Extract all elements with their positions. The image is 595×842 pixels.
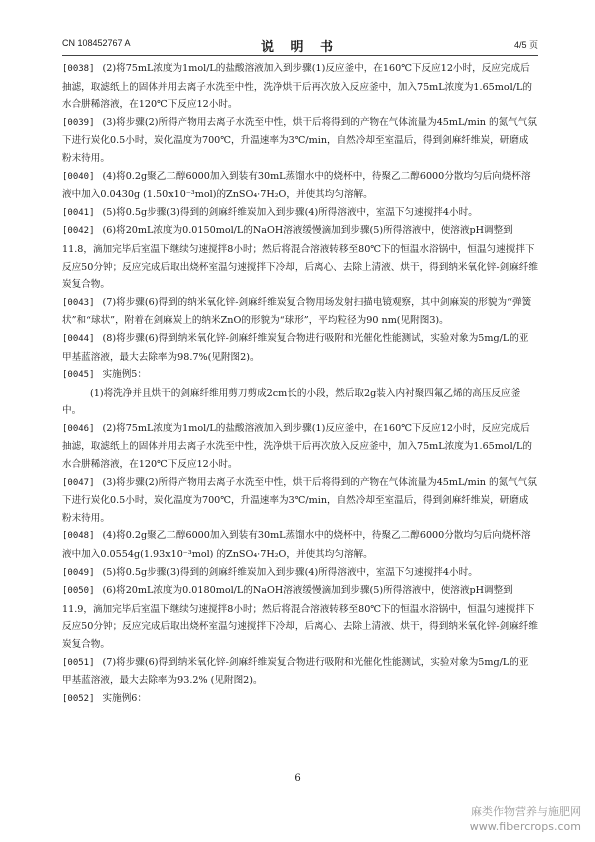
paragraph (62, 60, 538, 114)
paragraph (62, 330, 538, 366)
paragraph (62, 222, 538, 293)
paragraph-number: [0038] (62, 64, 95, 74)
paragraph (62, 168, 538, 204)
paragraph (62, 204, 538, 223)
paragraph (62, 420, 538, 474)
paragraph-number: [0044] (62, 333, 95, 344)
paragraph-number: [0051] (62, 657, 95, 668)
heading-text: 实施例5： (102, 369, 147, 381)
watermark-url: www.fibercrops.com (469, 820, 581, 833)
paragraph (62, 527, 538, 563)
paragraph-number: [0052] (62, 693, 95, 704)
page-header (62, 36, 538, 55)
paragraph (62, 654, 538, 690)
paragraph (62, 564, 538, 583)
paragraph (62, 474, 538, 528)
publication-number: CN 108452767 A (62, 38, 131, 48)
paragraph-text: (2)将75mL浓度为1mol/L的盐酸溶液加入到步骤(1)反应釜中，在160℃下反应12小时，反应完成后抽滤，取滤纸上的固体并用去离子水洗至中性，洗净烘干后再次放入反应釜中，加入75mL浓度为1.65mol/L的水合肼稀溶液，在120℃下反应12小时。 (62, 422, 532, 471)
paragraph-number: [0050] (62, 586, 95, 597)
paragraph-text: (7)将步骤(6)得到纳米氧化锌-剑麻纤维炭复合物进行吸附和光催化性能测试，实验对象为5mg/L的亚甲基蓝溶液，最大去除率为93.2% (见附图2)。 (62, 656, 529, 687)
paragraph-text: (7)将步骤(6)得到的纳米氧化锌-剑麻纤维炭复合物用场发射扫描电镜观察，其中剑麻炭的形貌为“弹簧状”和“球状”，附着在剑麻炭上的纳米ZnO的形貌为“球形”，平均粒径为90 nm(见附图3)。 (62, 296, 532, 327)
paragraph-number: [0048] (62, 531, 95, 542)
document-title: 说 明 书 (260, 40, 340, 55)
paragraph-text: (3)将步骤(2)所得产物用去离子水洗至中性，烘干后将得到的产物在气体流量为45mL/min 的氮气气氛下进行炭化0.5小时，炭化温度为700℃，升温速率为3℃/min，自然冷却至室温后，得到剑麻纤维炭，研磨成粉末待用。 (62, 116, 537, 164)
paragraph-text: (1)将洗净并且烘干的剑麻纤维用剪刀剪成2cm长的小段，然后取2g装入内衬聚四氟乙烯的高压反应釜中。 (62, 387, 521, 417)
paragraph-text: (3)将步骤(2)所得产物用去离子水洗至中性，烘干后将得到的产物在气体流量为45mL/min 的氮气气氛下进行炭化0.5小时，炭化温度为700℃，升温速率为3℃/min，自然冷却至室温后，得到剑麻纤维炭，研磨成粉末待用。 (62, 476, 537, 524)
paragraph-number: [0047] (62, 477, 95, 488)
paragraph (62, 385, 538, 420)
paragraph-number: [0043] (62, 297, 95, 308)
paragraph-number: [0041] (62, 207, 95, 218)
section-heading (62, 366, 538, 385)
paragraph-text: (5)将0.5g步骤(3)得到的剑麻纤维炭加入到步骤(4)所得溶液中，室温下匀速搅拌4小时。 (102, 206, 478, 218)
paragraph-number: [0040] (62, 171, 95, 182)
paragraph-number: [0045] (62, 370, 95, 381)
paragraph (62, 114, 538, 168)
heading-text: 实施例6： (102, 692, 147, 704)
page-number: 6 (294, 773, 301, 784)
site-watermark (470, 804, 581, 834)
section-heading (62, 690, 538, 709)
paragraph (62, 582, 538, 653)
paragraph-number: [0049] (62, 567, 95, 578)
paragraph-text: (4)将0.2g聚乙二醇6000加入到装有30mL蒸馏水中的烧杯中，待聚乙二醇6000分散均匀后向烧杯溶液中加入0.0430g (1.50x10⁻³mol)的ZnSO₄·7H₂O，并使其均匀溶解。 (62, 170, 531, 201)
page-reference: 4/5 页 (513, 40, 538, 50)
paragraph-text: (5)将0.5g步骤(3)得到的剑麻纤维炭加入到步骤(4)所得溶液中，室温下匀速搅拌4小时。 (102, 566, 478, 578)
paragraph-text: (6)将20mL浓度为0.0150mol/L的NaOH溶液缓慢滴加到步骤(5)所得溶液中，使溶液pH调整到11.8，滴加完毕后室温下继续匀速搅拌8小时；然后将混合溶液转移至80℃下的恒温水浴锅中，恒温匀速搅拌下反应50分钟；反应完成后取出烧杯室温匀速搅拌下冷却，后离心、去除上清液、烘干，得到纳米氧化锌-剑麻纤维炭复合物。 (62, 225, 538, 291)
paragraph-number: [0046] (62, 423, 95, 434)
paragraph-text: (8)将步骤(6)得到纳米氧化锌-剑麻纤维炭复合物进行吸附和光催化性能测试，实验对象为5mg/L的亚甲基蓝溶液，最大去除率为98.7%(见附图2)。 (62, 332, 529, 363)
paragraph-text: (2)将75mL浓度为1mol/L的盐酸溶液加入到步骤(1)反应釜中，在160℃下反应12小时，反应完成后抽滤，取滤纸上的固体并用去离子水洗至中性，洗净烘干后再次放入反应釜中，加入75mL浓度为1.65mol/L的水合肼稀溶液，在120℃下反应12小时。 (62, 63, 532, 111)
paragraph-number: [0039] (62, 117, 95, 128)
header-rule (62, 55, 538, 56)
document-body (62, 60, 538, 708)
paragraph-number: [0042] (62, 226, 95, 237)
paragraph (62, 294, 538, 330)
paragraph-text: (4)将0.2g聚乙二醇6000加入到装有30mL蒸馏水中的烧杯中，待聚乙二醇6000分散均匀后向烧杯溶液中加入0.0554g(1.93x10⁻³mol) 的ZnSO₄·7H₂O，并使其均匀溶解。 (62, 530, 531, 561)
paragraph-text: (6)将20mL浓度为0.0180mol/L的NaOH溶液缓慢滴加到步骤(5)所得溶液中，使溶液pH调整到11.9，滴加完毕后室温下继续匀速搅拌8小时；然后将混合溶液转移至80℃下的恒温水浴锅中，恒温匀速搅拌下反应50分钟；反应完成后取出烧杯室温匀速搅拌下冷却，后离心、去除上清液、烘干，得到纳米氧化锌-剑麻纤维炭复合物。 (62, 585, 538, 650)
watermark-site-name: 麻类作物营养与施肥网 (471, 805, 581, 818)
